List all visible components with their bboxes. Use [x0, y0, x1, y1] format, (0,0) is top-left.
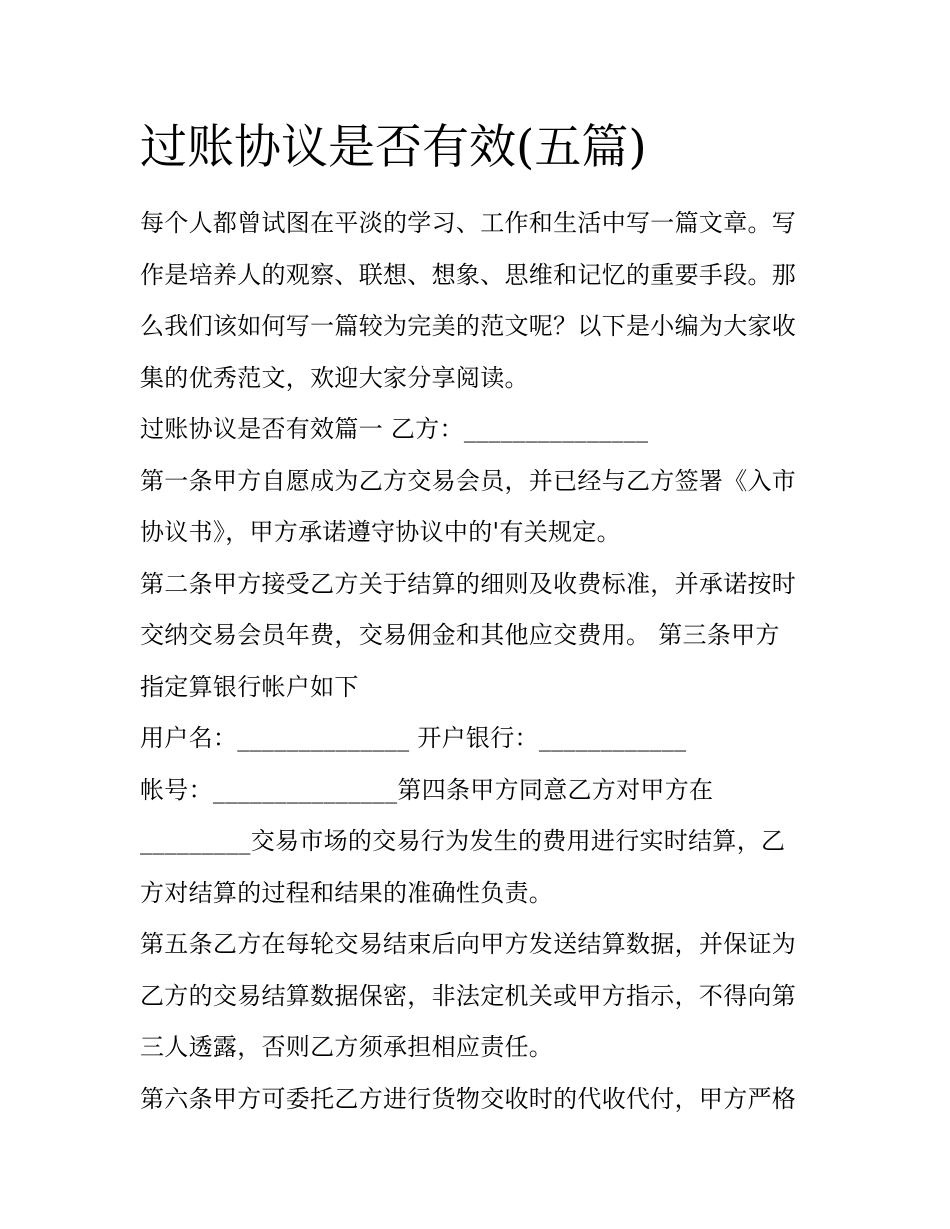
text-line: 方对结算的过程和结果的准确性负责。 — [140, 878, 554, 907]
text-line: 第二条甲方接受乙方关于结算的细则及收费标准，并承诺按时 — [140, 569, 797, 598]
document-title: 过账协议是否有效(五篇) — [140, 120, 647, 175]
text-line: 乙方的交易结算数据保密，非法定机关或甲方指示，不得向第 — [140, 981, 797, 1010]
text-line: 三人透露，否则乙方须承担相应责任。 — [140, 1033, 554, 1061]
text-line: 作是培养人的观察、联想、想象、思维和记忆的重要手段。那 — [140, 260, 797, 289]
text-line: 交纳交易会员年费，交易佣金和其他应交费用。 第三条甲方 — [140, 621, 780, 649]
text-line: 帐号：_______________第四条甲方同意乙方对甲方在 — [140, 775, 714, 804]
text-line: 第五条乙方在每轮交易结束后向甲方发送结算数据，并保证为 — [140, 930, 797, 958]
text-line: 用户名：______________ 开户银行：____________ — [140, 724, 687, 752]
text-line: 每个人都曾试图在平淡的学习、工作和生活中写一篇文章。写 — [140, 209, 797, 237]
text-line: 第六条甲方可委托乙方进行货物交收时的代收代付，甲方严格 — [140, 1084, 797, 1113]
text-line: 过账协议是否有效篇一 乙方：_______________ — [140, 415, 649, 443]
text-line: 么我们该如何写一篇较为完美的范文呢？以下是小编为大家收 — [140, 312, 797, 340]
text-line: 集的优秀范文，欢迎大家分享阅读。 — [140, 363, 529, 392]
text-line: _________交易市场的交易行为发生的费用进行实时结算，乙 — [140, 827, 786, 855]
text-line: 第一条甲方自愿成为乙方交易会员，并已经与乙方签署《入市 — [140, 466, 797, 495]
document-body — [140, 198, 820, 1125]
text-line: 指定算银行帐户如下 — [140, 672, 359, 701]
text-line: 协议书》，甲方承诺遵守协议中的'有关规定。 — [140, 518, 621, 546]
